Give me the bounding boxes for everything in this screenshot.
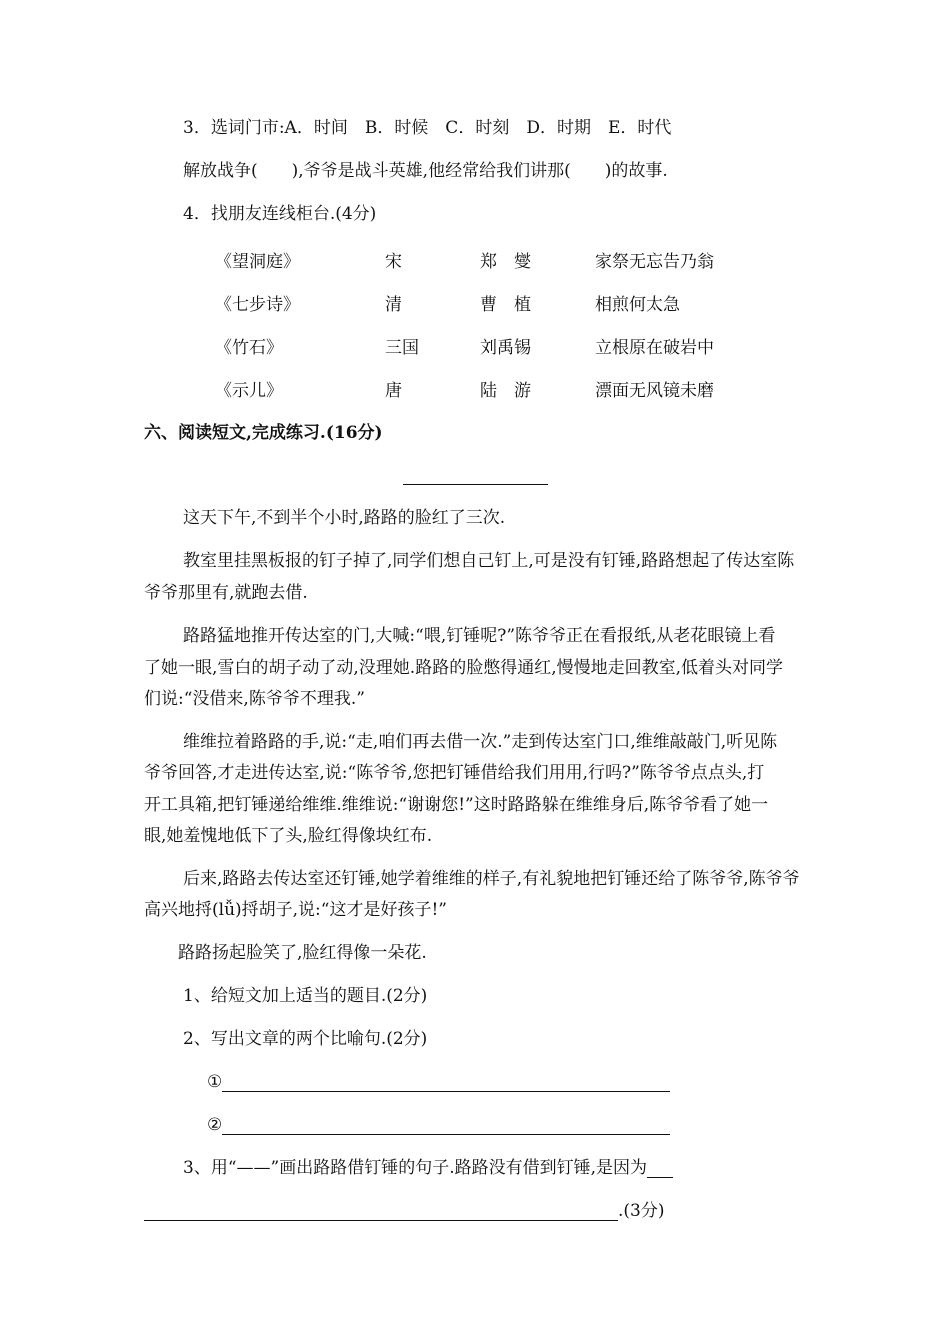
- question-3-blank-start[interactable]: [647, 1161, 673, 1178]
- q4-prompt: 4．找朋友连线柜台.(4分): [183, 204, 377, 224]
- passage-paragraph: 路路扬起脸笑了,脸红得像一朵花.: [178, 943, 427, 963]
- poem-line[interactable]: 漂面无风镜未磨: [595, 381, 714, 401]
- poem-dynasty[interactable]: 宋: [385, 252, 402, 272]
- poem-author[interactable]: 郑 燮: [480, 252, 531, 272]
- section-heading: 六、阅读短文,完成练习.(16分): [144, 423, 383, 443]
- poem-dynasty[interactable]: 三国: [385, 338, 419, 358]
- poem-author[interactable]: 曹 植: [480, 295, 531, 315]
- passage-paragraph-cont: 们说:“没借来,陈爷爷不理我.”: [144, 689, 365, 709]
- passage-paragraph: 维维拉着路路的手,说:“走,咱们再去借一次.”走到传达室门口,维维敲敲门,听见陈: [183, 732, 778, 752]
- passage-paragraph: 后来,路路去传达室还钉锤,她学着维维的样子,有礼貌地把钉锤还给了陈爷爷,陈爷爷: [183, 869, 800, 889]
- passage-paragraph-cont: 开工具箱,把钉锤递给维维.维维说:“谢谢您!”这时路路躲在维维身后,陈爷爷看了她一: [144, 795, 769, 815]
- circle-two-marker: ②: [207, 1115, 223, 1135]
- passage-paragraph-cont: 爷爷回答,才走进传达室,说:“陈爷爷,您把钉锤借给我们用用,行吗?”陈爷爷点点头,打: [144, 763, 765, 783]
- question-3-text: 3、用“——”画出路路借钉锤的句子.路路没有借到钉锤,是因为: [183, 1158, 648, 1178]
- passage-paragraph: 教室里挂黑板报的钉子掉了,同学们想自己钉上,可是没有钉锤,路路想起了传达室陈: [183, 551, 795, 571]
- poem-title[interactable]: 《七步诗》: [215, 295, 300, 315]
- poem-line[interactable]: 立根原在破岩中: [595, 338, 714, 358]
- poem-author[interactable]: 刘禹锡: [480, 338, 531, 358]
- circle-one-marker: ①: [207, 1072, 223, 1092]
- question-3: [183, 1158, 673, 1178]
- question-2: 2、写出文章的两个比喻句.(2分): [183, 1029, 428, 1049]
- poem-author[interactable]: 陆 游: [480, 381, 531, 401]
- poem-title[interactable]: 《望洞庭》: [215, 252, 300, 272]
- question-1: 1、给短文加上适当的题目.(2分): [183, 986, 428, 1006]
- poem-dynasty[interactable]: 清: [385, 295, 402, 315]
- passage-paragraph: 这天下午,不到半个小时,路路的脸红了三次.: [183, 508, 506, 528]
- q3-sentence: 解放战争( ),爷爷是战斗英雄,他经常给我们讲那( )的故事.: [183, 161, 668, 181]
- question-3-answer-line: [144, 1201, 664, 1221]
- passage-paragraph-cont: 高兴地捋(lǚ)捋胡子,说:“这才是好孩子!”: [144, 900, 447, 920]
- q3-prompt: 3．选词门市:A．时间 B．时候 C．时刻 D．时期 E．时代: [183, 118, 672, 138]
- passage-paragraph-cont: 爷爷那里有,就跑去借.: [144, 583, 308, 603]
- passage-paragraph-cont: 了她一眼,雪白的胡子动了动,没理她.路路的脸憋得通红,慢慢地走回教室,低着头对同学: [144, 658, 784, 678]
- passage-paragraph-cont: 眼,她羞愧地低下了头,脸红得像块红布.: [144, 826, 433, 846]
- answer-blank-2[interactable]: [222, 1118, 670, 1135]
- poem-dynasty[interactable]: 唐: [385, 381, 402, 401]
- poem-title[interactable]: 《示儿》: [215, 381, 283, 401]
- question-3-score: .(3分): [618, 1201, 665, 1221]
- passage-title-blank[interactable]: [403, 484, 548, 485]
- poem-line[interactable]: 家祭无忘告乃翁: [595, 252, 714, 272]
- answer-line-1: [207, 1072, 670, 1092]
- poem-title[interactable]: 《竹石》: [215, 338, 283, 358]
- passage-paragraph: 路路猛地推开传达室的门,大喊:“喂,钉锤呢?”陈爷爷正在看报纸,从老花眼镜上看: [183, 626, 776, 646]
- question-3-blank[interactable]: [144, 1204, 618, 1221]
- answer-line-2: [207, 1115, 670, 1135]
- poem-line[interactable]: 相煎何太急: [595, 295, 680, 315]
- answer-blank-1[interactable]: [222, 1075, 670, 1092]
